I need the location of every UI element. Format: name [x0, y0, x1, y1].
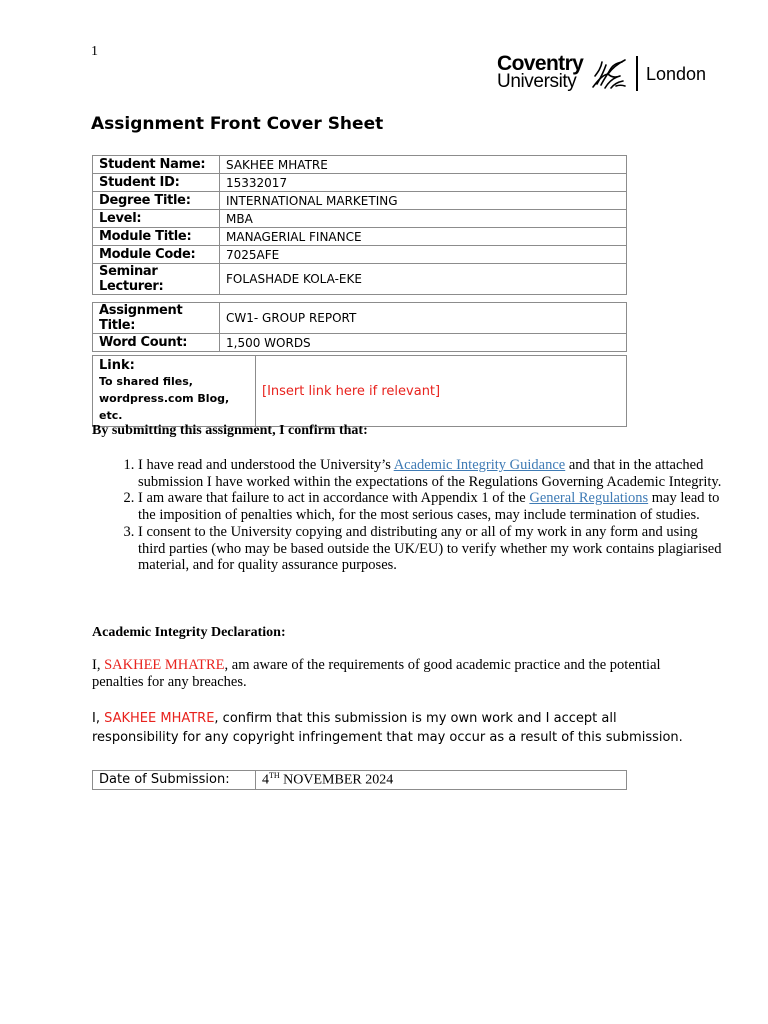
row-label: Level: [93, 210, 220, 228]
declaration-text: I, [92, 657, 105, 673]
row-label: Student ID: [93, 174, 220, 192]
link-label: Link: [99, 358, 135, 373]
link-sublabel: wordpress.com Blog, etc. [99, 392, 230, 422]
page-number: 1 [91, 44, 98, 59]
list-item [138, 524, 728, 574]
row-label: Module Code: [93, 246, 220, 264]
link-sublabel: To shared files, [99, 375, 193, 388]
declaration-text: , am aware of the requirements of good academic practice and the potential penalties for any breaches. [92, 657, 661, 690]
item-text: I am aware that failure to act in accordance with Appendix 1 of the [138, 490, 530, 507]
table-row [93, 264, 627, 295]
date-value [256, 771, 627, 790]
row-value: FOLASHADE KOLA-EKE [220, 264, 627, 295]
logo-wordmark-line1: Coventry [497, 52, 584, 75]
table-row [93, 228, 627, 246]
row-label: Student Name: [93, 156, 220, 174]
date-label: Date of Submission: [93, 771, 256, 790]
row-value: SAKHEE MHATRE [220, 156, 627, 174]
student-name: SAKHEE MHATRE [104, 657, 225, 673]
table-row [93, 174, 627, 192]
table-row [93, 210, 627, 228]
item-text: may lead to the imposition of penalties which, for the most serious cases, may include termination of studies. [138, 490, 720, 524]
date-day: 4 [262, 772, 269, 788]
general-regulations-link[interactable]: General Regulations [529, 490, 649, 507]
declaration-text: I, [92, 711, 105, 726]
declaration-paragraph-2 [92, 710, 692, 747]
university-logo [497, 52, 712, 95]
date-suffix: TH [269, 771, 280, 780]
logo-wordmark-line2: University [497, 71, 577, 92]
assignment-details-table [92, 302, 627, 352]
table-row [93, 246, 627, 264]
row-label: Word Count: [93, 334, 220, 352]
list-item [138, 490, 728, 523]
row-value: MBA [220, 210, 627, 228]
table-row [93, 303, 627, 334]
row-value: CW1- GROUP REPORT [220, 303, 627, 334]
declaration-text: , confirm that this submission is my own work and I accept all responsibility for any copyright infringement that may occur as a result of this submission. [92, 711, 683, 745]
row-value: MANAGERIAL FINANCE [220, 228, 627, 246]
row-label: Assignment Title: [93, 303, 220, 334]
table-row [93, 192, 627, 210]
item-text: and that in the attached submission I have worked within the expectations of the Regulations Governing Academic Integrity. [138, 457, 722, 490]
row-value: 7025AFE [220, 246, 627, 264]
row-value: 1,500 WORDS [220, 334, 627, 352]
row-label: Module Title: [93, 228, 220, 246]
link-label-cell [93, 356, 256, 427]
row-label: Seminar Lecturer: [93, 264, 220, 295]
row-value: INTERNATIONAL MARKETING [220, 192, 627, 210]
table-row [93, 771, 627, 790]
item-text: I have read and understood the University’s [138, 457, 394, 473]
page-title: Assignment Front Cover Sheet [91, 114, 384, 134]
logo-divider [636, 56, 638, 91]
date-rest: NOVEMBER 2024 [279, 772, 394, 788]
student-name: SAKHEE MHATRE [104, 711, 215, 726]
confirm-heading: By submitting this assignment, I confirm that: [92, 423, 368, 438]
declaration-paragraph-1 [92, 657, 682, 691]
confirmation-list [92, 457, 728, 574]
phoenix-icon [589, 57, 627, 91]
academic-integrity-guidance-link[interactable]: Academic Integrity Guidance [393, 457, 566, 473]
row-value: 15332017 [220, 174, 627, 192]
logo-campus: London [646, 64, 707, 84]
list-item [138, 457, 728, 490]
table-row [93, 334, 627, 352]
link-value[interactable]: [Insert link here if relevant] [256, 356, 627, 427]
table-row [93, 156, 627, 174]
student-details-table [92, 155, 627, 295]
row-label: Degree Title: [93, 192, 220, 210]
declaration-heading: Academic Integrity Declaration: [92, 625, 286, 640]
link-table [92, 355, 627, 427]
submission-date-table [92, 770, 627, 790]
table-row [93, 356, 627, 427]
item-text: I consent to the University copying and distributing any or all of my work in any form and using third parties (who may be based outside the UK/EU) to verify whether my work contains plagiarised material, and for quality assurance purposes. [138, 523, 722, 574]
